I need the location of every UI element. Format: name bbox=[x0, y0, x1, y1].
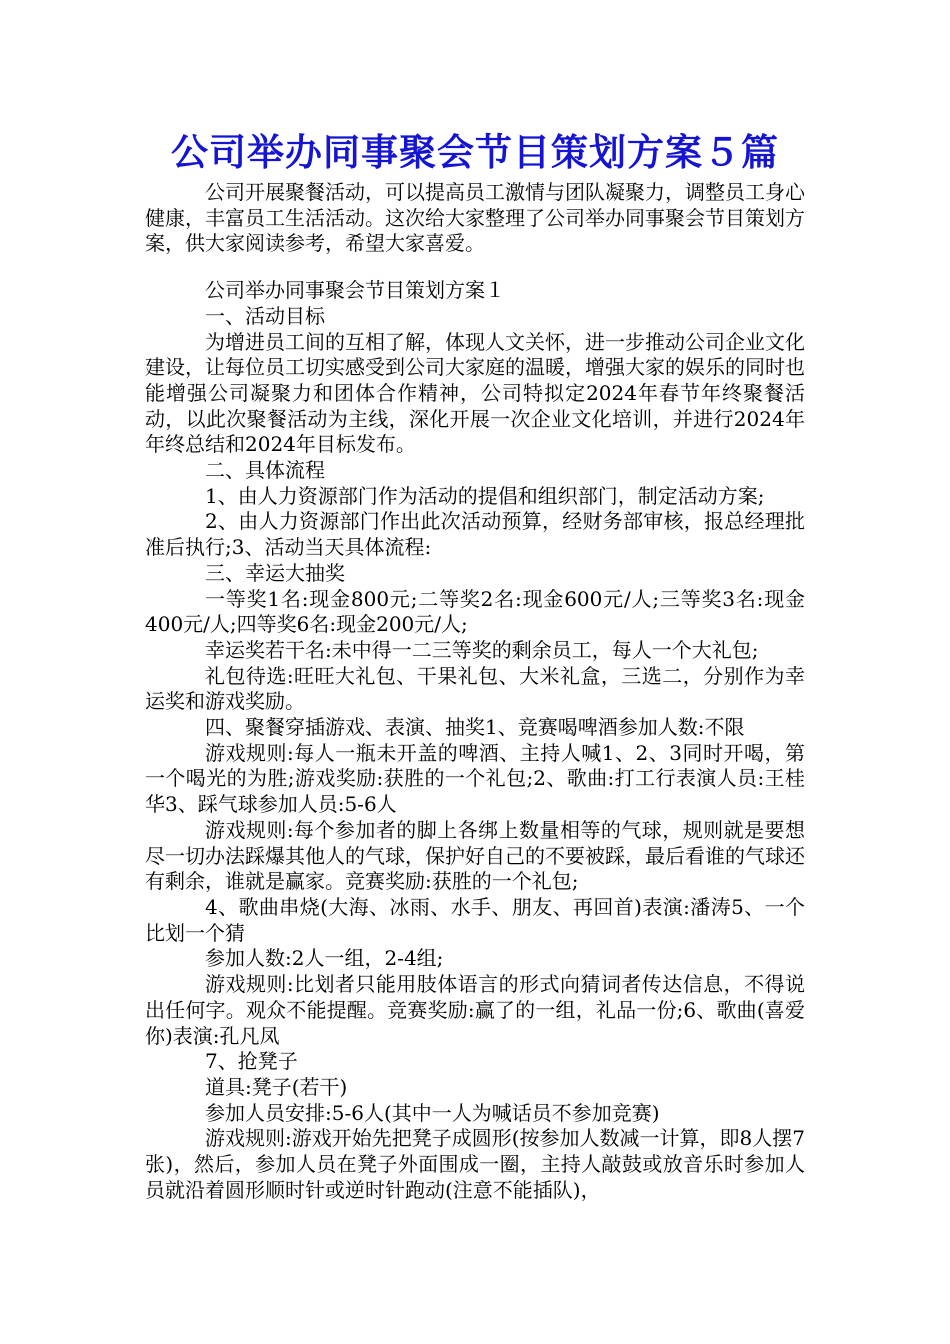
paragraph: 礼包待选:旺旺大礼包、干果礼包、大米礼盒，三选二，分别作为幸运奖和游戏奖励。 bbox=[145, 663, 805, 714]
section-heading-goal: 一、活动目标 bbox=[205, 303, 325, 328]
section-heading-process: 二、具体流程 bbox=[205, 458, 325, 483]
paragraph: 游戏规则:每个参加者的脚上各绑上数量相等的气球，规则就是要想尽一切办法踩爆其他人的气球，保护好自己的不要被踩，最后看谁的气球还有剩余，谁就是赢家。竞赛奖励:获胜的一个礼包; bbox=[145, 817, 805, 894]
document-title: 公司举办同事聚会节目策划方案５篇 bbox=[171, 130, 779, 174]
paragraph: 4、歌曲串烧(大海、冰雨、水手、朋友、再回首)表演:潘涛5、一个比划一个猜 bbox=[145, 894, 805, 945]
paragraph: 游戏规则:游戏开始先把凳子成圆形(按参加人数减一计算，即8人摆7张)，然后，参加人员在凳子外面围成一圈，主持人敲鼓或放音乐时参加人员就沿着圆形顺时针或逆时针跑动(注意不能插队)， bbox=[145, 1126, 805, 1202]
paragraph: 为增进员工间的互相了解，体现人文关怀，进一步推动公司企业文化建设，让每位员工切实感受到公司大家庭的温暖，增强大家的娱乐的同时也能增强公司凝聚力和团体合作精神，公司特拟定2024年春节年终聚餐活动，以此次聚餐活动为主线，深化开展一次企业文化培训，并进行2024年年终总结和2024年目标发布。 bbox=[145, 329, 805, 457]
section-heading-lottery: 三、幸运大抽奖 bbox=[205, 560, 345, 585]
intro-paragraph: 公司开展聚餐活动，可以提高员工激情与团队凝聚力，调整员工身心健康，丰富员工生活活动。这次给大家整理了公司举办同事聚会节目策划方案，供大家阅读参考，希望大家喜爱。 bbox=[145, 180, 805, 256]
paragraph: 1、由人力资源部门作为活动的提倡和组织部门，制定活动方案; bbox=[205, 483, 765, 508]
paragraph: 游戏规则:每人一瓶未开盖的啤酒、主持人喊1、2、3同时开喝，第一个喝光的为胜;游戏奖励:获胜的一个礼包;2、歌曲:打工行表演人员:王桂华3、踩气球参加人员:5-6人 bbox=[145, 740, 805, 817]
paragraph: 2、由人力资源部门作出此次活动预算，经财务部审核，报总经理批准后执行;3、活动当天具体流程: bbox=[145, 509, 805, 560]
paragraph: 幸运奖若干名:未中得一二三等奖的剩余员工，每人一个大礼包; bbox=[205, 637, 759, 662]
paragraph: 参加人员安排:5-6人(其中一人为喊话员不参加竞赛) bbox=[205, 1100, 660, 1125]
paragraph: 一等奖1名:现金800元;二等奖2名:现金600元/人;三等奖3名:现金400元/人;四等奖6名:现金200元/人; bbox=[145, 586, 805, 637]
paragraph: 参加人数:2人一组，2-4组; bbox=[205, 946, 444, 971]
section-heading-games: 四、聚餐穿插游戏、表演、抽奖1、竞赛喝啤酒参加人数:不限 bbox=[205, 715, 745, 740]
paragraph: 游戏规则:比划者只能用肢体语言的形式向猜词者传达信息，不得说出任何字。观众不能提醒。竞赛奖励:赢了的一组，礼品一份;6、歌曲(喜爱你)表演:孔凡凤 bbox=[145, 972, 805, 1048]
section-heading-plan-1: 公司举办同事聚会节目策划方案１ bbox=[205, 278, 505, 303]
paragraph: 7、抢凳子 bbox=[205, 1049, 298, 1074]
paragraph: 道具:凳子(若干) bbox=[205, 1074, 348, 1099]
document-page bbox=[145, 128, 805, 1203]
